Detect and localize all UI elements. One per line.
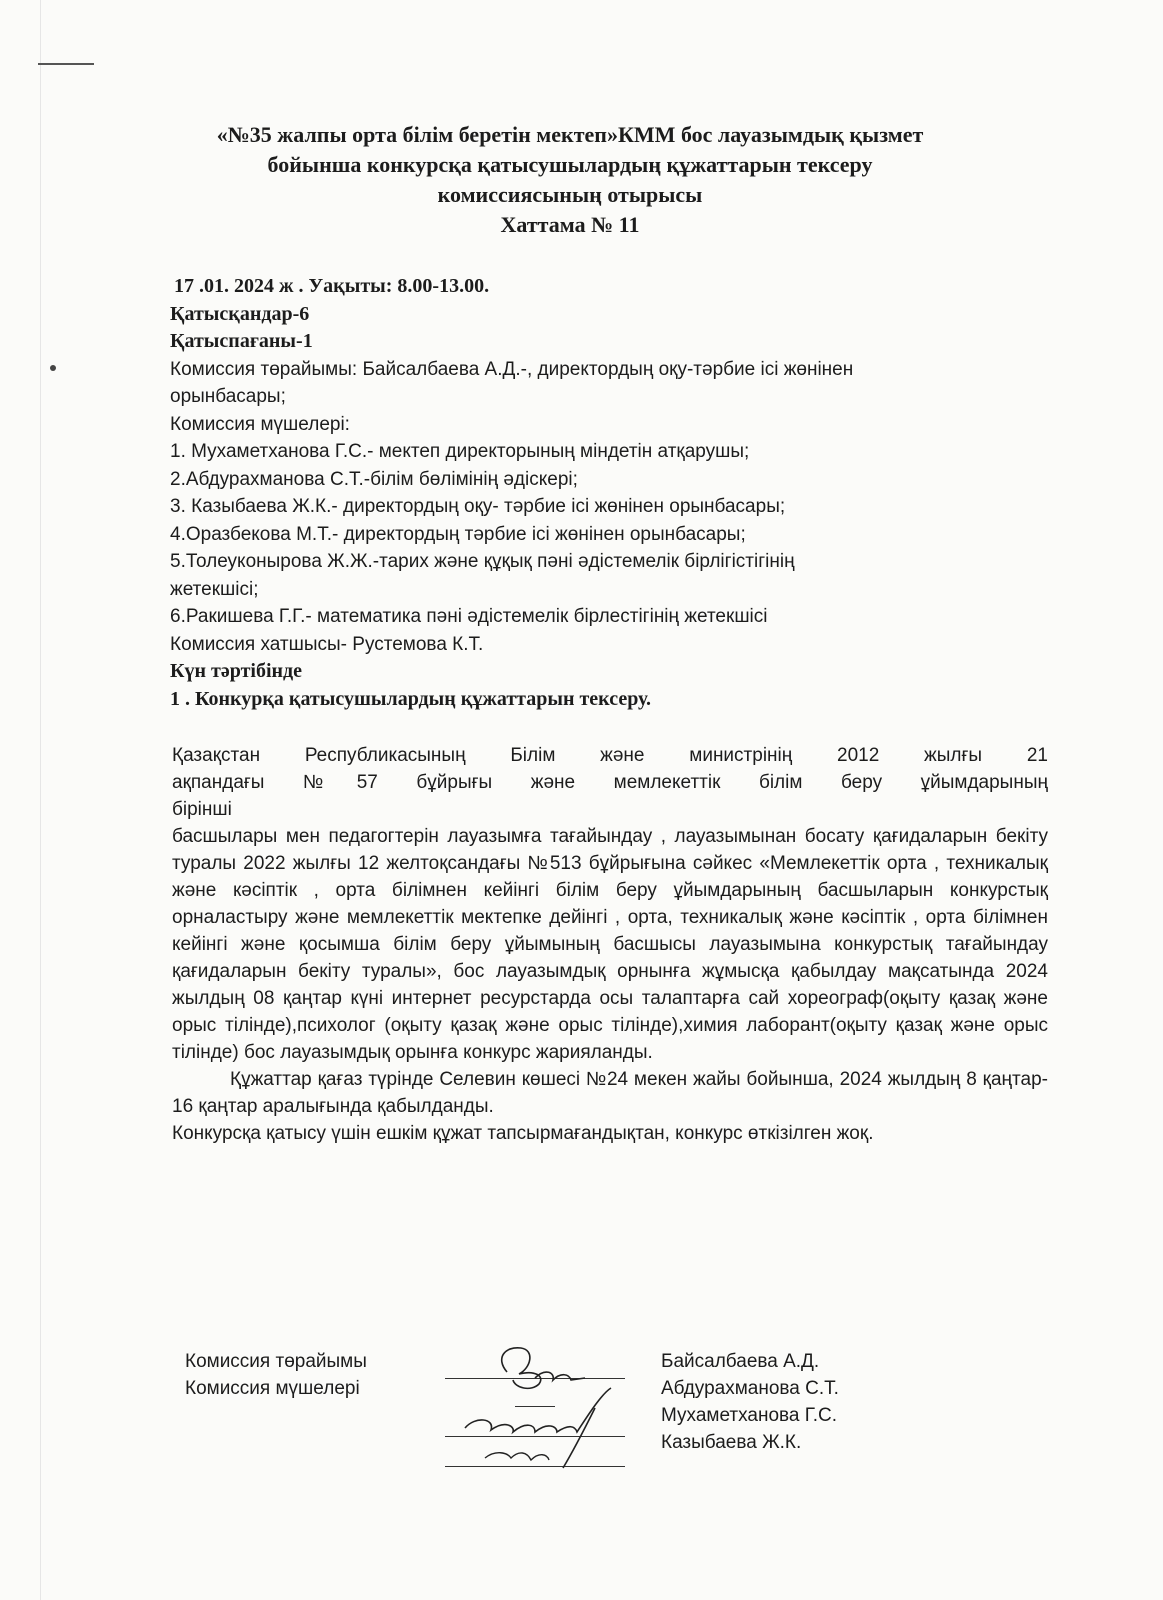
member-item-cont: жетекшісі; [170,578,259,600]
paragraph-line: бірінші [172,799,232,820]
agenda-item: 1 . Конкурқа қатысушылардың құжаттарын тексеру. [170,687,652,710]
corner-mark [38,63,94,65]
signer-name: Абдурахманова С.Т. [661,1378,839,1399]
absent-count: Қатыспағаны-1 [170,330,313,352]
signer-name: Байсалбаева А.Д. [661,1351,820,1372]
document-body [172,742,1048,1147]
handwritten-signatures [435,1328,655,1478]
member-item: 6.Ракишева Г.Г.- математика пәні әдістемелік бірлестігінің жетекшісі [170,606,768,627]
member-item: 4.Оразбекова М.Т.- директордың тәрбие ісі жөнінен орынбасары; [170,523,746,545]
paragraph-documents: Құжаттар қағаз түрінде Селевин көшесі №24 мекен жайы бойынша, 2024 жылдың 8 қаңтар- 16 қаңтар аралығында қабылданды. [172,1069,1048,1117]
signer-name: Казыбаева Ж.К. [661,1432,802,1453]
member-item: 3. Казыбаева Ж.К.- директордың оқу- тәрбие ісі жөнінен орынбасары; [170,496,786,517]
agenda-label: Күн тәртібінде [170,660,303,682]
margin-dot [50,365,56,371]
title-line-2: бойынша конкурсқа қатысушылардың құжаттарын тексеру [267,152,873,177]
chair-signature-label: Комиссия төрайымы [185,1351,367,1372]
signature-labels [185,1348,367,1402]
chair-line: Комиссия төрайымы: Байсалбаева А.Д.-, директордың оқу-тәрбие ісі жөнінен [170,358,854,380]
date-time: 17 .01. 2024 ж . Уақыты: 8.00-13.00. [174,275,490,297]
member-item: 2.Абдурахманова С.Т.-білім бөлімінің әдіскері; [170,468,578,490]
paragraph-main: басшылары мен педагогтерін лауазымға тағайындау , лауазымынан босату қағидаларын бекіту туралы 2022 жылғы 12 желтоқсандағы №513 бұйрығына сәйкес «Мемлекеттік орта , техникалық және кәсіптік , орта білімнен кейінгі білім беру ұйымдарының басшыларын конкурстық орналастыру және мемлекеттік мектепке дейінгі , орта, техникалық және кәсіптік , орта білімнен кейінгі және қосымша білім беру ұйымының басшысы лауазымына конкурстық тағайындау қағидаларын бекіту туралы», бос лауазымдық орнынға жұмысқа қабылдау мақсатында 2024 жылдың 08 қаңтар күні интернет ресурстарда осы талаптарға сай хореограф(оқыту қазақ және орыс тілінде),психолог (оқыту қазақ және орыс тілінде),химия лаборант(оқыту қазақ және орыс тілінде) бос лауазымдық орынға конкурс жарияланды. [172,826,1048,1063]
member-item: 1. Мухаметханова Г.С.- мектеп директорының міндетін атқарушы; [170,441,750,462]
members-signature-label: Комиссия мүшелері [185,1378,360,1399]
members-label: Комиссия мүшелері: [170,413,350,435]
meeting-info [170,273,1050,713]
signature-names [661,1348,839,1456]
paragraph-conclusion: Конкурсқа қатысу үшін ешкім құжат тапсырмағандықтан, конкурс өткізілген жоқ. [172,1123,874,1144]
paragraph-line: ақпандағы №57 бұйрығы және мемлекеттік білім беру ұйымдарының [172,772,1048,793]
signer-name: Мухаметханова Г.С. [661,1405,837,1426]
title-line-1: «№35 жалпы орта білім беретін мектеп»КММ бос лауазымдық қызмет [216,122,924,147]
page-edge-line [40,0,41,1600]
chair-line-cont: орынбасары; [170,386,286,407]
protocol-number: Хаттама № 11 [500,212,640,237]
document-title [130,120,1010,240]
signature-block [185,1348,1005,1478]
secretary: Комиссия хатшысы- Рустемова К.Т. [170,633,484,655]
present-count: Қатысқандар-6 [170,302,310,325]
member-item: 5.Толеуконырова Ж.Ж.-тарих және құқық пәні әдістемелік бірлігістігінің [170,551,795,572]
paragraph-line: Қазақстан Республикасының Білім және министрінің 2012 жылғы 21 [172,745,1048,766]
title-line-3: комиссиясының отырысы [437,182,703,207]
